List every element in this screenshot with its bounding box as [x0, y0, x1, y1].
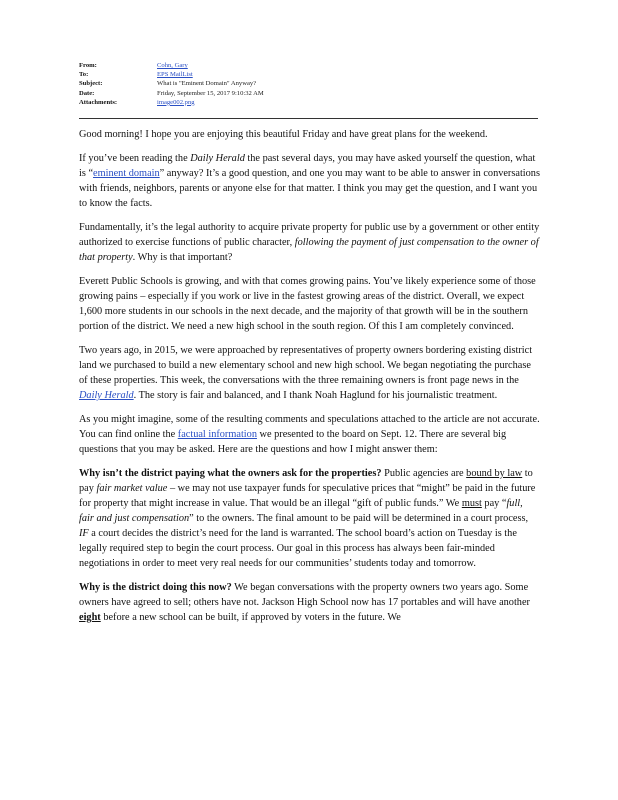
eight-text: eight [79, 612, 101, 623]
definition-text-a: Fundamentally, it’s the legal authority to acquire private property for public use by a government or other entity authorized to exercise functions of public character, [79, 222, 540, 248]
factual-information-link[interactable]: factual information [177, 429, 257, 440]
definition-paragraph [79, 220, 540, 265]
subject-row [79, 79, 579, 88]
from-row [79, 61, 579, 70]
growth-text: Everett Public Schools is growing, and with that comes growing pains. You’ve likely experience some of those growing pains – especially if you work or live in the fastest growing areas of the district. Overall, we expect 1,600 more students in our schools in the next decade, and the majority of that growth will be in the southern portion of the district. We need a new high school in the south region. Of this I am completely convinced. [79, 276, 536, 332]
date-label: Date: [79, 89, 95, 97]
intro-text-b: the past several days, you may have asked yourself the question, what is “ [79, 153, 536, 179]
fair-market-value-italic: fair market value [96, 483, 168, 494]
answer-1-text-c: – we may not use taxpayer funds for speculative prices that “might” be paid in the future for property that might increase in value. That would be an illegal “gift of public funds.” We [79, 483, 536, 509]
must-text: must [461, 498, 482, 509]
answer-1-text-f: a court decides the district’s need for the land is warranted. The school board’s action on Tuesday is the legally required step to begin the court process. Our goal in this process has always been fair-minded negotiations in order to meet very real needs for our communities’ students today and tomorrow. [79, 528, 517, 569]
intro-text-a: If you’ve been reading the [79, 153, 191, 164]
to-label: To: [79, 71, 89, 79]
greeting-paragraph [79, 127, 540, 142]
date-row [79, 89, 579, 98]
daily-herald-link[interactable]: Daily Herald [79, 390, 134, 401]
to-row [79, 70, 579, 79]
answer-1-text-a: Public agencies are [381, 468, 467, 479]
greeting-text: Good morning! I hope you are enjoying this beautiful Friday and have great plans for the weekend. [79, 129, 488, 140]
intro-paragraph [79, 151, 540, 211]
answer-1-text-d: pay “ [481, 498, 507, 509]
from-value[interactable]: Cohn, Gary [157, 62, 188, 69]
facts-paragraph [79, 412, 540, 457]
growth-paragraph [79, 274, 540, 334]
question-2-paragraph [79, 580, 540, 625]
attachment-link[interactable]: image002.png [157, 98, 195, 106]
answer-1-text-e: ” to the owners. The final amount to be paid will be determined in a court process, [189, 513, 529, 524]
answer-2-text-b: before a new school can be built, if approved by voters in the future. We [100, 612, 401, 623]
history-paragraph [79, 343, 540, 403]
attachments-label: Attachments: [79, 98, 118, 106]
subject-label: Subject: [79, 80, 103, 88]
date-value: Friday, September 15, 2017 9:10:32 AM [157, 89, 264, 97]
history-text-a: Two years ago, in 2015, we were approached by representatives of property owners bordering existing district land we purchased to build a new elementary school and new high school. We began negotiating the purchase of these properties. This week, the conversations with the three remaining owners is front page news in the [79, 345, 533, 386]
facts-text-a: As you might imagine, some of the resulting comments and speculations attached to the article are not accurate. You can find online the [79, 414, 540, 440]
answer-2-text-a: We began conversations with the property owners two years ago. Some owners have agreed to sell; others have not. Jackson High School now has 17 portables and will have another [79, 582, 530, 608]
bound-by-law-text: bound by law [466, 468, 523, 479]
definition-italic: following the payment of just compensation to the owner of that property [79, 237, 539, 263]
question-1-paragraph [79, 466, 540, 571]
if-italic: IF [79, 528, 89, 539]
email-body [79, 127, 540, 634]
subject-value: What is "Eminent Domain" Anyway? [157, 80, 257, 88]
eminent-domain-link[interactable]: eminent domain [93, 168, 160, 179]
history-text-b: . The story is fair and balanced, and I thank Noah Haglund for his journalistic treatment. [133, 390, 498, 401]
just-compensation-italic: full, fair and just compensation [79, 498, 523, 524]
attachments-row [79, 98, 579, 107]
question-2: Why is the district doing this now? [79, 582, 232, 593]
email-header [79, 61, 579, 107]
answer-1-text-b: to pay [79, 468, 533, 494]
to-value[interactable]: EPS MailList [157, 71, 193, 79]
header-divider [79, 118, 538, 119]
definition-text-b: . Why is that important? [132, 252, 233, 263]
intro-text-c: ” anyway? It’s a good question, and one you may want to be able to answer in conversations with friends, neighbors, parents or anyone else for that matter. I think you may get the question, and I want you to know the facts. [79, 168, 540, 209]
question-1: Why isn’t the district paying what the owners ask for the properties? [79, 468, 382, 479]
facts-text-b: we presented to the board on Sept. 12. There are several big questions that you may be asked. Here are the questions and how I might answer them: [79, 429, 507, 455]
from-label: From: [79, 62, 97, 69]
daily-herald-italic: Daily Herald [190, 153, 245, 164]
